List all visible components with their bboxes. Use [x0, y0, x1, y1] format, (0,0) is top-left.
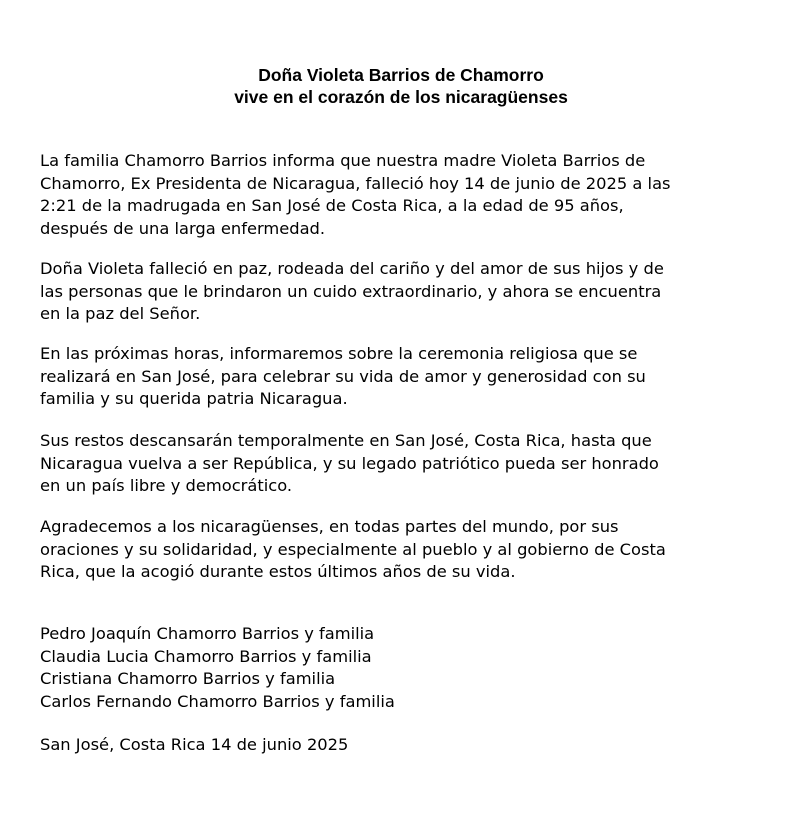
paragraph-line: En las próximas horas, informaremos sobre la ceremonia religiosa que se [40, 344, 638, 363]
paragraph-announcement [40, 150, 671, 240]
paragraph-line: Nicaragua vuelva a ser República, y su legado patriótico pueda ser honrado [40, 453, 659, 473]
paragraph-line: realizará en San José, para celebrar su vida de amor y generosidad con su [40, 366, 646, 386]
paragraph-peace [40, 258, 664, 326]
signatory-list [40, 623, 395, 713]
paragraph-line: después de una larga enfermedad. [40, 218, 326, 238]
paragraph-line: Agradecemos a los nicaragüenses, en todas partes del mundo, por sus [40, 517, 619, 536]
signatory: Claudia Lucia Chamorro Barrios y familia [40, 646, 372, 666]
title-line-2: vive en el corazón de los nicaragüenses [234, 87, 568, 107]
paragraph-line: Sus restos descansarán temporalmente en San José, Costa Rica, hasta que [40, 431, 652, 450]
paragraph-gratitude [40, 516, 666, 584]
signatory: Pedro Joaquín Chamorro Barrios y familia [40, 624, 375, 643]
paragraph-line: familia y su querida patria Nicaragua. [40, 389, 348, 408]
paragraph-remains [40, 430, 659, 498]
paragraph-line: Doña Violeta falleció en paz, rodeada del cariño y del amor de sus hijos y de [40, 259, 664, 278]
paragraph-line: La familia Chamorro Barrios informa que nuestra madre Violeta Barrios de [40, 151, 646, 170]
paragraph-line: 2:21 de la madrugada en San José de Costa Rica, a la edad de 95 años, [40, 196, 624, 215]
paragraph-line: Chamorro, Ex Presidenta de Nicaragua, falleció hoy 14 de junio de 2025 a las [40, 173, 671, 193]
signatory: Cristiana Chamorro Barrios y familia [40, 669, 336, 688]
paragraph-line: en la paz del Señor. [40, 304, 201, 323]
paragraph-ceremony [40, 343, 646, 411]
paragraph-line: oraciones y su solidaridad, y especialmente al pueblo y al gobierno de Costa [40, 539, 666, 559]
paragraph-line: en un país libre y democrático. [40, 476, 293, 495]
signatory: Carlos Fernando Chamorro Barrios y familia [40, 691, 395, 711]
title-line-1: Doña Violeta Barrios de Chamorro [258, 65, 544, 85]
paragraph-line: Rica, que la acogió durante estos últimos años de su vida. [40, 562, 516, 581]
place-date: San José, Costa Rica 14 de junio 2025 [40, 735, 349, 754]
paragraph-line: las personas que le brindaron un cuido extraordinario, y ahora se encuentra [40, 281, 662, 301]
